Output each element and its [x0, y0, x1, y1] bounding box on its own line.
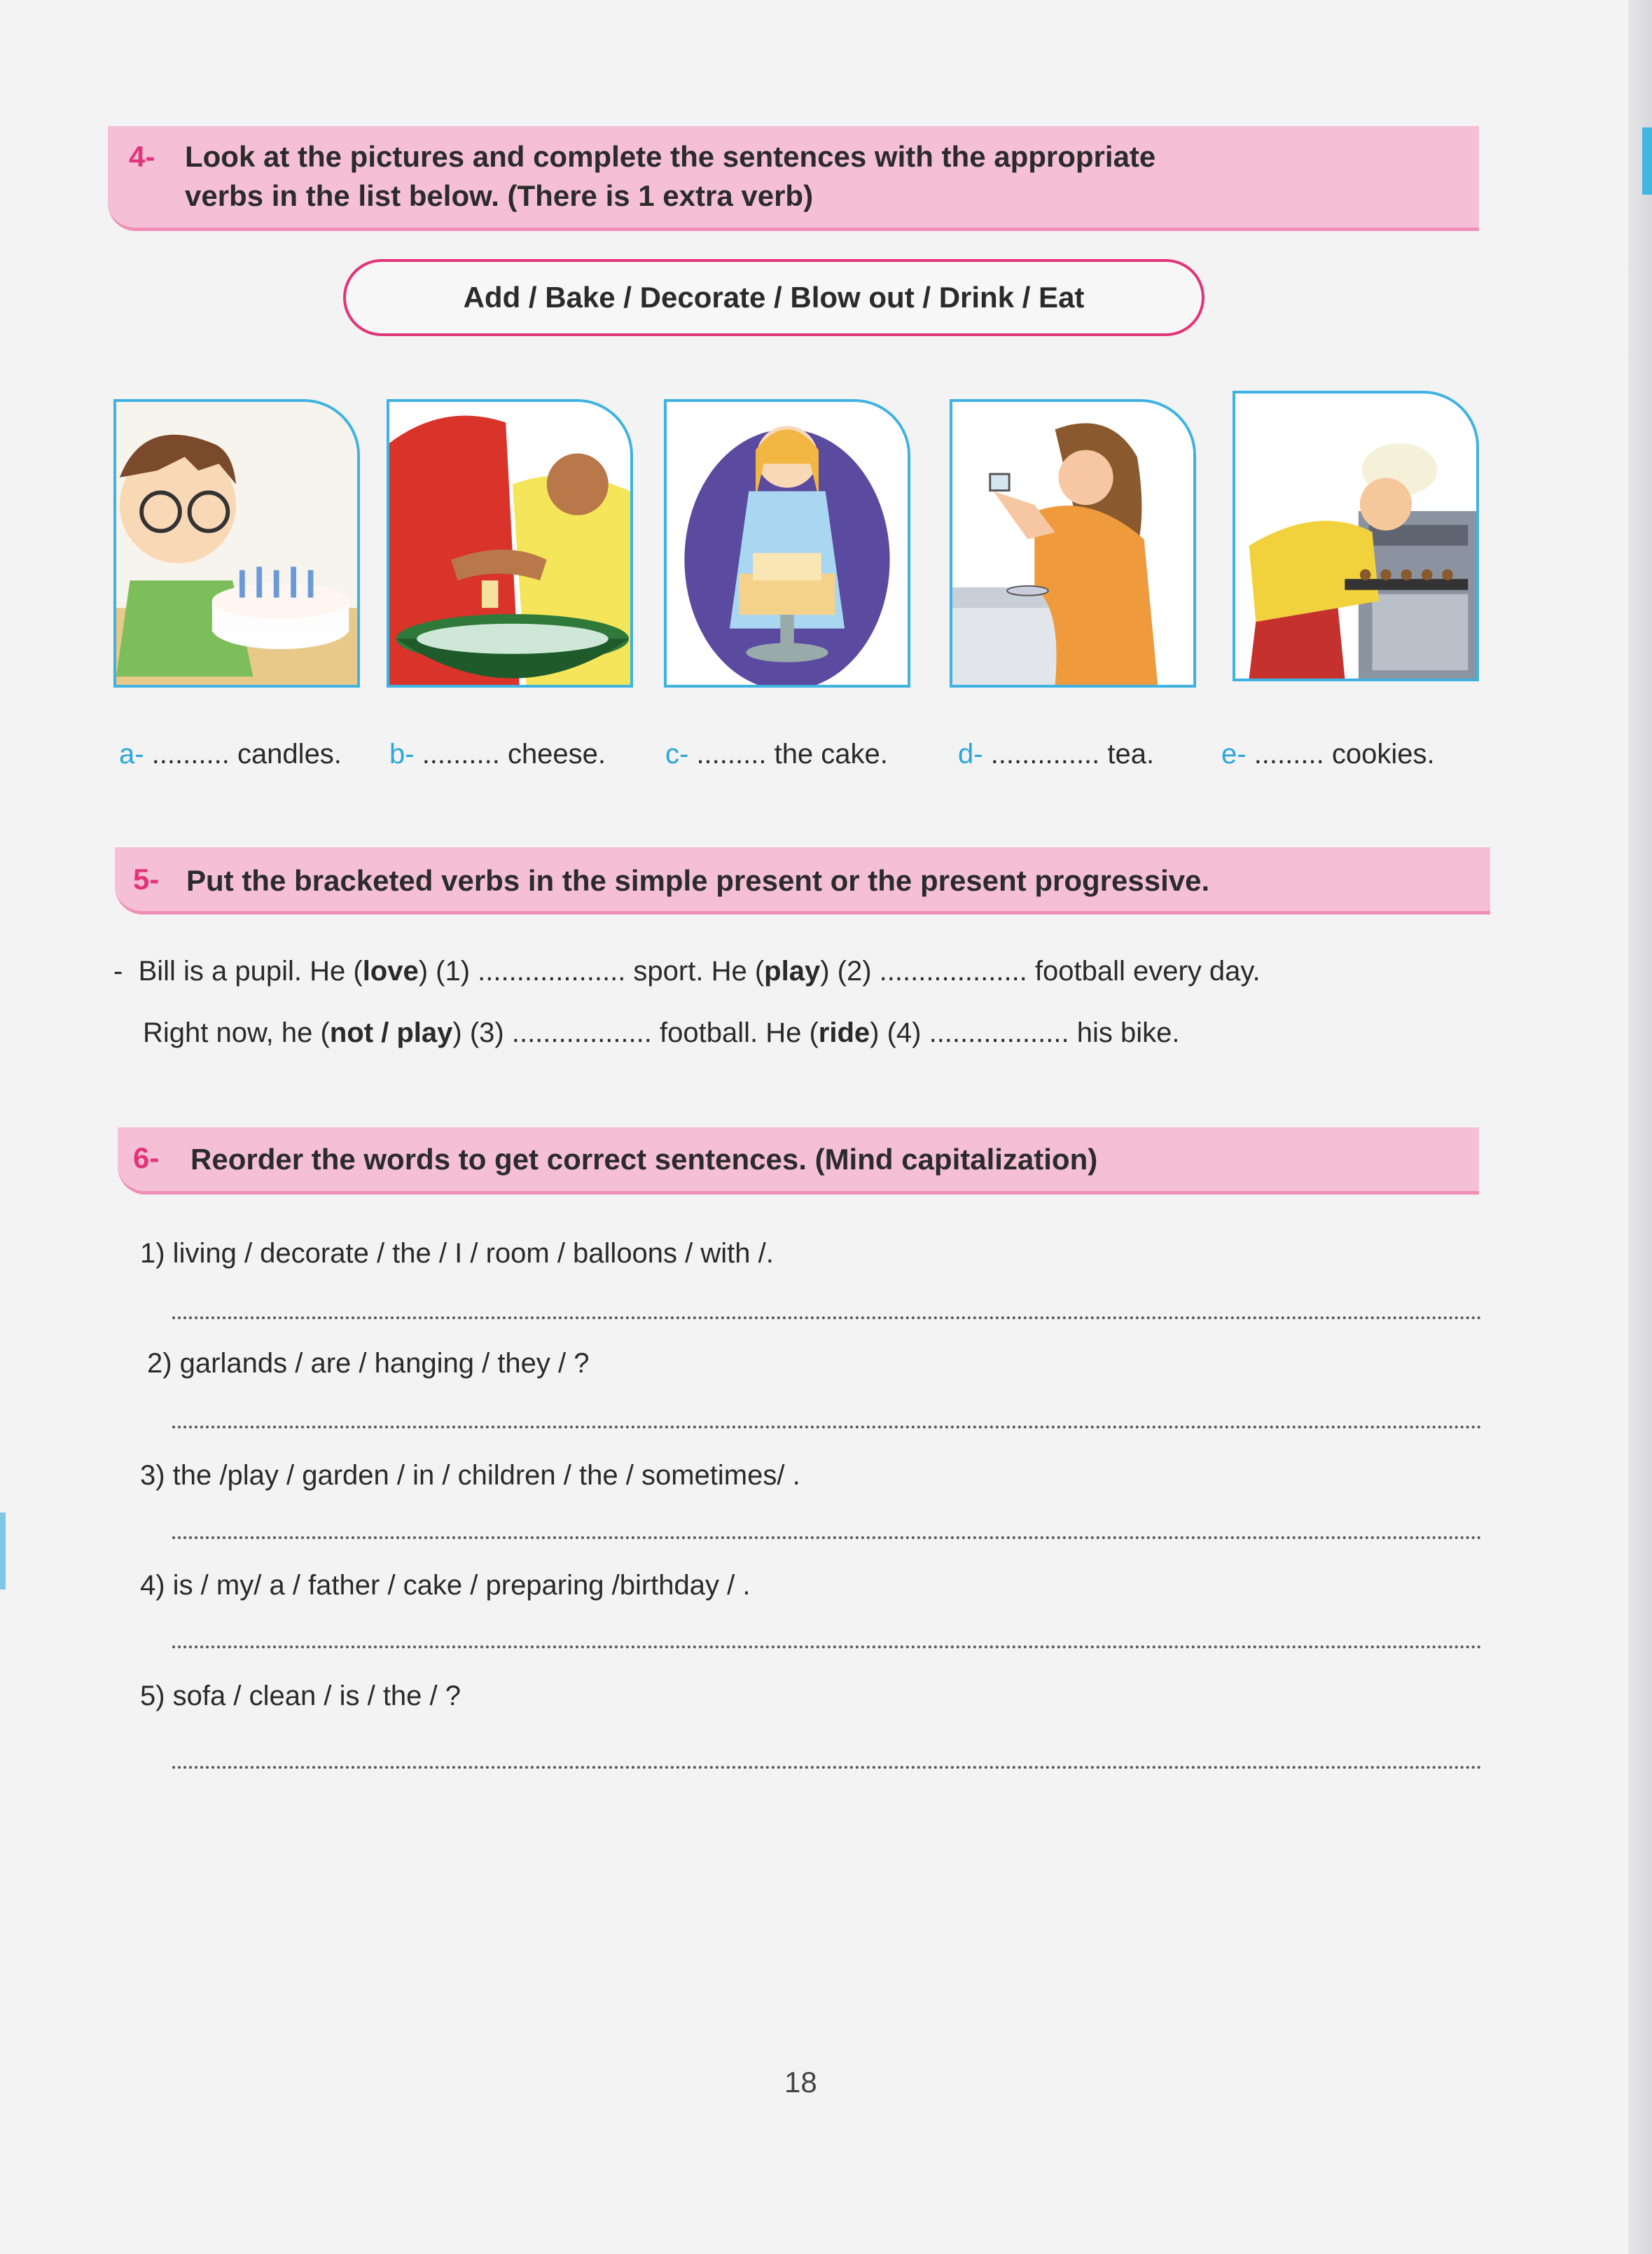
reorder-item-1: 1) living / decorate / the / I / room / balloons / with /. — [140, 1238, 774, 1269]
answer-line-3[interactable] — [172, 1536, 1482, 1539]
answer-line-4[interactable] — [172, 1646, 1482, 1648]
reorder-item-4: 4) is / my/ a / father / cake / preparing /birthday / . — [140, 1570, 751, 1601]
answer-line-2[interactable] — [172, 1426, 1482, 1428]
answer-line-5[interactable] — [172, 1766, 1482, 1769]
picture-chef-adding-cheese — [387, 399, 633, 688]
reorder-item-2: 2) garlands / are / hanging / they / ? — [147, 1348, 590, 1379]
verb-love: love — [362, 956, 419, 987]
reorder-item-5: 5) sofa / clean / is / the / ? — [140, 1681, 461, 1711]
answer-b-letter: b- — [389, 739, 415, 770]
answer-e-letter: e- — [1221, 739, 1247, 770]
picture-chef-baking-cookies — [1233, 391, 1479, 681]
text-part: ) (2) ................... football every day. — [820, 956, 1261, 987]
answer-c-letter: c- — [665, 739, 689, 770]
exercise-4-number: 4- — [129, 140, 155, 173]
text-part: Right now, he ( — [143, 1017, 330, 1048]
picture-girl-decorating-cake — [664, 399, 910, 688]
answer-a-text: .......... candles. — [144, 739, 342, 770]
left-tab — [0, 1512, 6, 1589]
side-tab — [1642, 127, 1652, 195]
exercise-4-banner — [108, 126, 1479, 231]
exercise-5-banner — [115, 847, 1490, 914]
reorder-item-3: 3) the /play / garden / in / children / the / sometimes/ . — [140, 1460, 800, 1491]
text-part: ) (3) .................. football. He ( — [452, 1017, 819, 1048]
answer-c — [665, 739, 888, 770]
exercise-6-instruction: Reorder the words to get correct sentences. (Mind capitalization) — [190, 1143, 1098, 1176]
answer-e — [1221, 739, 1435, 770]
page-number: 18 — [784, 2066, 817, 2099]
answer-d — [958, 739, 1154, 770]
exercise-5-line-2 — [143, 1017, 1179, 1049]
text-part: ) (1) ................... sport. He ( — [418, 956, 765, 987]
answer-e-text: ......... cookies. — [1246, 739, 1435, 770]
instruction-line-1: Look at the pictures and complete the sentences with the appropriate — [185, 140, 1156, 173]
answer-c-text: ......... the cake. — [688, 739, 888, 770]
verb-not-play: not / play — [329, 1017, 453, 1048]
verb-play: play — [764, 956, 821, 987]
line-dash: - — [113, 956, 123, 987]
exercise-4-instruction — [185, 137, 1155, 216]
answer-a — [119, 739, 342, 770]
instruction-line-2: verbs in the list below. (There is 1 extra verb) — [185, 179, 814, 212]
exercise-5-number: 5- — [133, 863, 160, 896]
text-part: ) (4) .................. his bike. — [870, 1017, 1180, 1048]
answer-b — [389, 739, 606, 770]
picture-boy-blowing-candles — [113, 399, 360, 688]
answer-line-1[interactable] — [172, 1316, 1482, 1319]
picture-woman-drinking-tea — [950, 399, 1196, 688]
page-edge — [1628, 0, 1652, 2254]
verb-list-box — [343, 259, 1205, 336]
exercise-6-number: 6- — [133, 1141, 160, 1174]
answer-d-text: .............. tea. — [983, 739, 1155, 770]
answer-b-text: .......... cheese. — [414, 739, 606, 770]
verb-ride: ride — [818, 1017, 870, 1048]
answer-d-letter: d- — [958, 739, 983, 770]
verb-list: Add / Bake / Decorate / Blow out / Drink / Eat — [463, 281, 1085, 314]
answer-a-letter: a- — [119, 739, 144, 770]
exercise-6-banner — [118, 1127, 1479, 1195]
text-part: Bill is a pupil. He ( — [138, 956, 363, 987]
exercise-5-instruction: Put the bracketed verbs in the simple present or the present progressive. — [186, 864, 1210, 897]
exercise-5-line-1 — [113, 956, 1261, 987]
